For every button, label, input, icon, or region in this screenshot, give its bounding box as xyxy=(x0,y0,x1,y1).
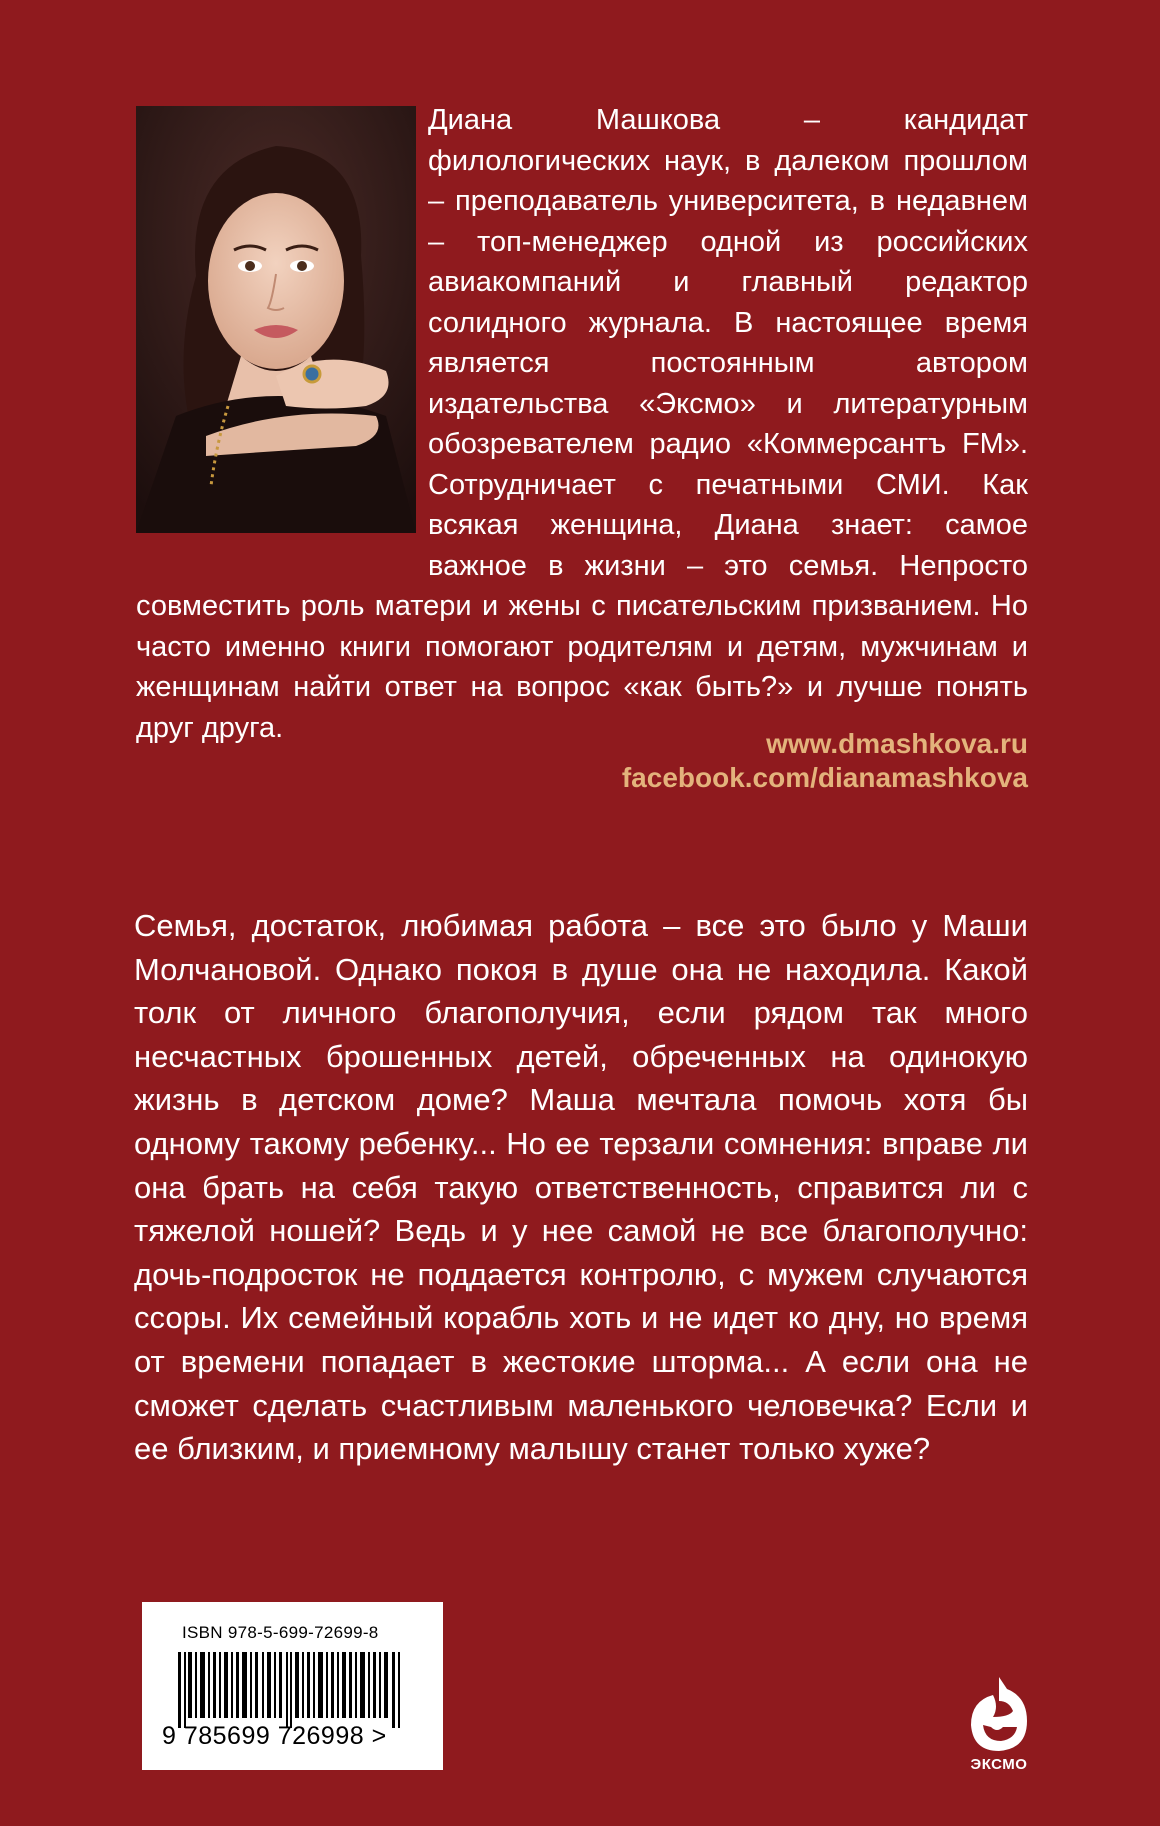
author-bio xyxy=(136,100,1028,748)
barcode-icon xyxy=(178,1652,408,1728)
barcode-digits: 9 785699 726998 > xyxy=(162,1722,387,1750)
barcode-box xyxy=(142,1602,443,1770)
publisher-name: ЭКСМО xyxy=(970,1756,1028,1773)
author-links xyxy=(622,727,1028,795)
author-bio-text: Диана Машкова – кандидат филологических наук, в далеком прошлом – преподаватель университета, в недавнем – топ-менеджер одной из российских авиакомпаний и главный редактор солидного журнала. В настоящее время является постоянным автором издательства «Эксмо» и литературным обозревателем радио «Коммерсантъ FM». Сотрудничает с печатными СМИ. Как всякая женщина, Диана знает: самое важное в жизни – это семья. Непросто совместить роль матери и жены с писательским призванием. Но часто именно книги помогают родителям и детям, мужчинам и женщинам найти ответ на вопрос «как быть?» и лучше понять друг друга. xyxy=(136,104,1028,744)
photo-spacer xyxy=(136,100,428,546)
website-link[interactable]: www.dmashkova.ru xyxy=(766,728,1028,759)
book-annotation: Семья, достаток, любимая работа – все это было у Маши Молчановой. Однако покоя в душе она не находила. Какой толк от личного благополучия, если рядом так много несчастных брошенных детей, обреченных на одинокую жизнь в детском доме? Маша мечтала помочь хотя бы одному такому ребенку... Но ее терзали сомнения: вправе ли она брать на себя такую ответственность, справится ли с тяжелой ношей? Ведь и у нее самой не все благополучно: дочь-подросток не поддается контролю, с мужем случаются ссоры. Их семейный корабль хоть и не идет ко дну, но время от времени попадает в жестокие шторма... А если она не сможет сделать счастливым маленького человечка? Если и ее близким, и приемному малышу станет только хуже? xyxy=(134,908,1028,1467)
isbn-label: ISBN 978-5-699-72699-8 xyxy=(182,1623,379,1642)
facebook-link[interactable]: facebook.com/dianamashkova xyxy=(621,762,1028,793)
